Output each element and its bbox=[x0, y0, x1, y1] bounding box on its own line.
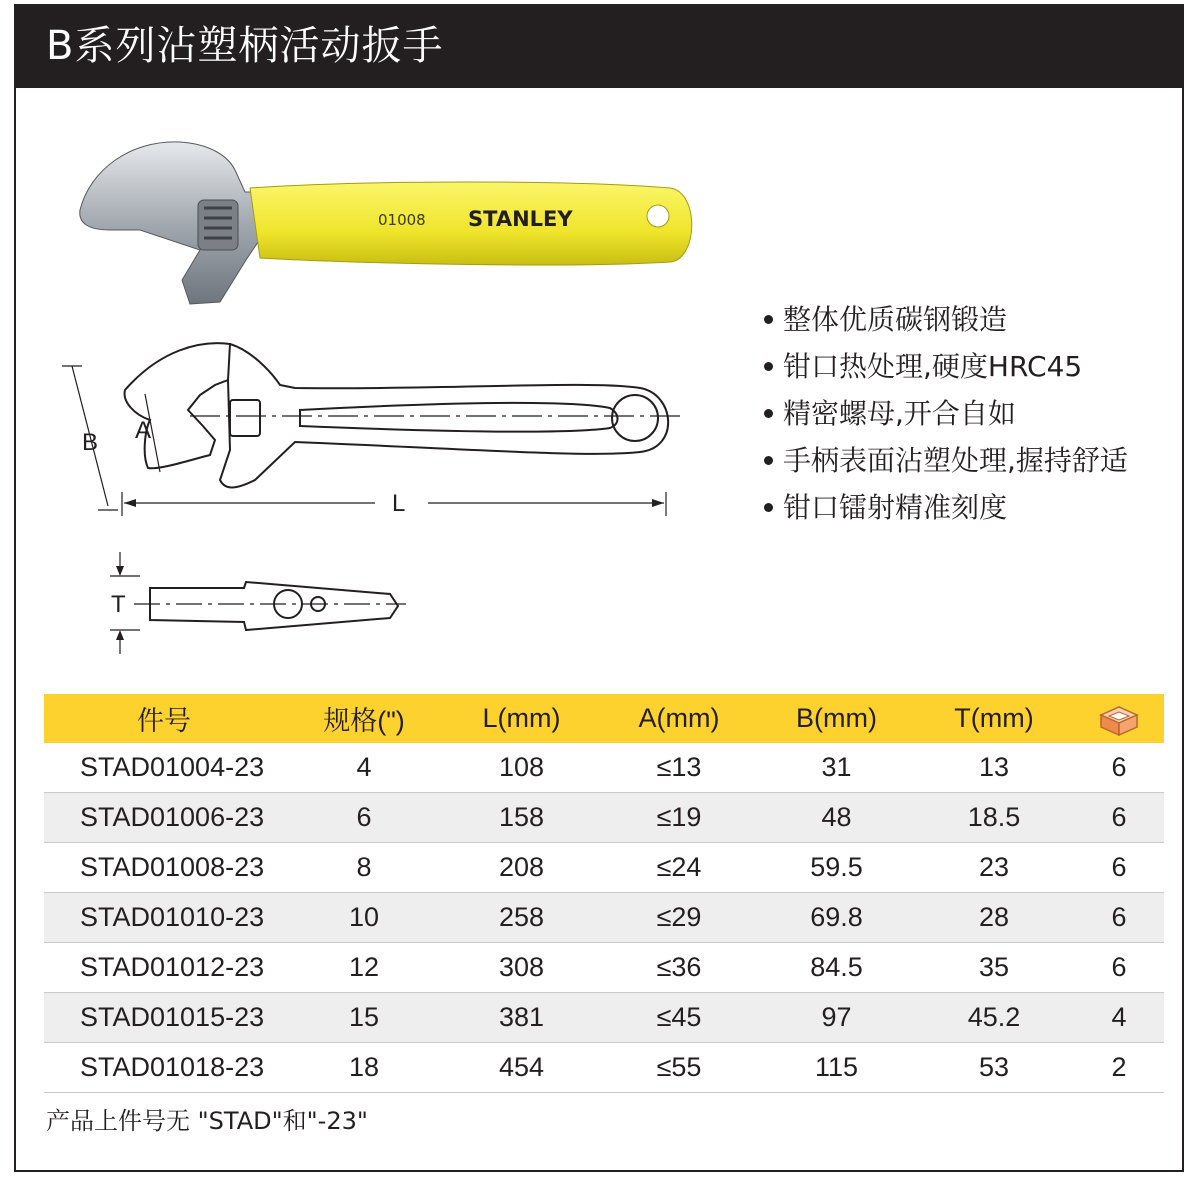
spec-table bbox=[44, 694, 1164, 1093]
bullet-icon bbox=[764, 315, 773, 324]
label-a: A bbox=[135, 417, 152, 444]
bullet-icon bbox=[764, 409, 773, 418]
package-box-icon bbox=[1097, 701, 1141, 737]
table-row: STAD01012-23 12 308 ≤36 84.5 35 6 bbox=[44, 943, 1164, 993]
footnote: 产品上件号无 "STAD"和"-23" bbox=[46, 1107, 368, 1135]
feature-item: 钳口镭射精准刻度 bbox=[760, 484, 1180, 531]
col-header-part-no: 件号 bbox=[44, 694, 284, 743]
col-header-l: L(mm) bbox=[444, 694, 599, 743]
title-bar bbox=[14, 4, 1184, 88]
label-t: T bbox=[111, 591, 126, 618]
col-header-qty bbox=[1074, 694, 1164, 743]
table-row: STAD01015-23 15 381 ≤45 97 45.2 4 bbox=[44, 993, 1164, 1043]
feature-item: 手柄表面沾塑处理,握持舒适 bbox=[760, 437, 1180, 484]
bullet-icon bbox=[764, 503, 773, 512]
feature-item: 整体优质碳钢锻造 bbox=[760, 296, 1180, 343]
table-row: STAD01008-23 8 208 ≤24 59.5 23 6 bbox=[44, 843, 1164, 893]
feature-item: 精密螺母,开合自如 bbox=[760, 390, 1180, 437]
bullet-icon bbox=[764, 456, 773, 465]
col-header-size: 规格(") bbox=[284, 694, 444, 743]
wrench-photo bbox=[70, 130, 710, 310]
page-title: B系列沾塑柄活动扳手 bbox=[46, 23, 444, 69]
feature-item: 钳口热处理,硬度HRC45 bbox=[760, 343, 1180, 390]
col-header-t: T(mm) bbox=[914, 694, 1074, 743]
brand-logo: STANLEY bbox=[468, 207, 573, 231]
label-l: L bbox=[392, 490, 406, 517]
dimension-diagram bbox=[50, 330, 700, 660]
feature-list bbox=[760, 296, 1180, 531]
table-row: STAD01018-23 18 454 ≤55 115 53 2 bbox=[44, 1043, 1164, 1093]
table-row: STAD01004-23 4 108 ≤13 31 13 6 bbox=[44, 743, 1164, 793]
col-header-b: B(mm) bbox=[759, 694, 914, 743]
col-header-a: A(mm) bbox=[599, 694, 759, 743]
label-b: B bbox=[82, 429, 99, 456]
bullet-icon bbox=[764, 362, 773, 371]
table-header-row bbox=[44, 694, 1164, 743]
table-row: STAD01010-23 10 258 ≤29 69.8 28 6 bbox=[44, 893, 1164, 943]
model-mark: 01008 bbox=[378, 211, 426, 229]
table-row: STAD01006-23 6 158 ≤19 48 18.5 6 bbox=[44, 793, 1164, 843]
